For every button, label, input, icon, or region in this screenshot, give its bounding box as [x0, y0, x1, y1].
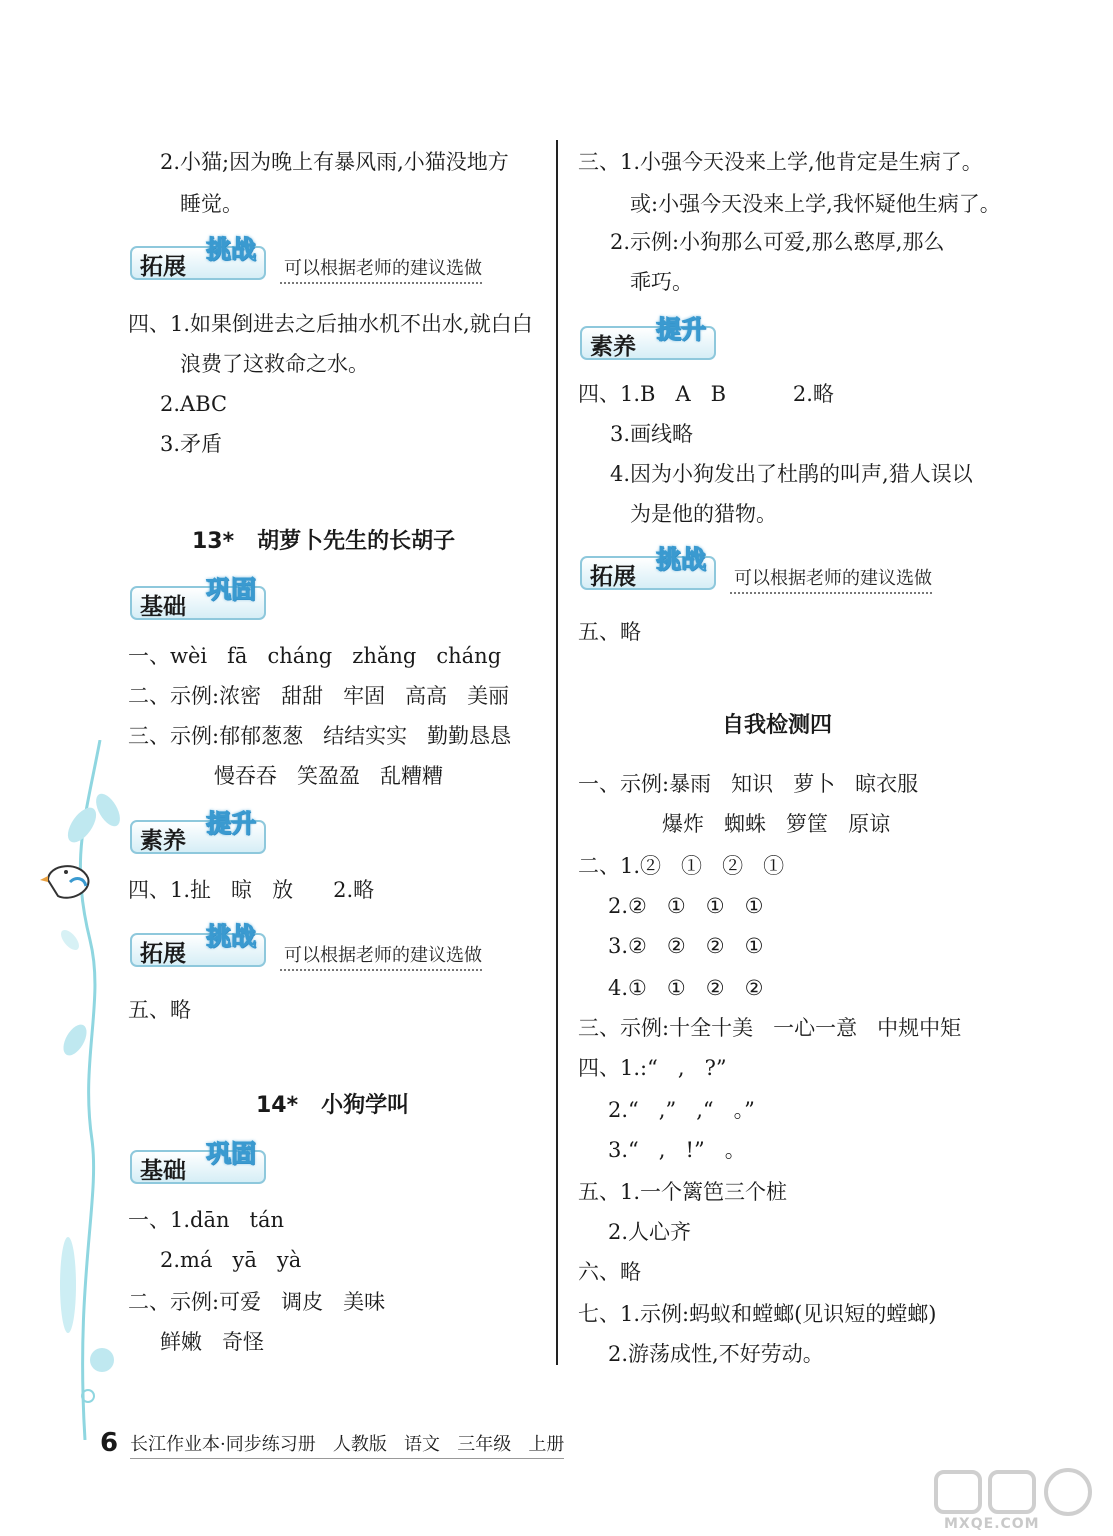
basic-consolidation-badge — [130, 575, 280, 622]
answer-line: 2.小猫;因为晚上有暴风雨,小猫没地方 — [160, 150, 509, 174]
answer-line: 为是他的猎物。 — [630, 502, 777, 526]
badge-sub-label: 挑战 — [206, 922, 257, 951]
answer-line: 浪费了这救命之水。 — [180, 352, 369, 376]
answer-line: 4.因为小狗发出了杜鹃的叫声,猎人误以 — [610, 462, 973, 486]
answer-line: 二、1.② ① ② ① — [578, 854, 785, 878]
badge-main-label: 素养 — [590, 334, 636, 360]
site-watermark — [930, 1468, 1100, 1534]
answer-line: 七、1.示例:蚂蚁和螳螂(见识短的螳螂) — [578, 1302, 937, 1326]
badge-main-label: 素养 — [140, 828, 186, 854]
badge-main-label: 拓展 — [140, 941, 186, 967]
badge-main-label: 基础 — [140, 594, 186, 620]
answer-line: 四、1.如果倒进去之后抽水机不出水,就白白 — [128, 312, 533, 336]
answer-line: 3.画线略 — [610, 422, 694, 446]
answer-line: 3.② ② ② ① — [608, 934, 764, 958]
expand-challenge-badge — [130, 922, 530, 969]
section-title: 自我检测四 — [722, 713, 833, 738]
watermark-logo-icon — [930, 1468, 1100, 1518]
badge-sub-label: 巩固 — [206, 1139, 257, 1168]
answer-line: 一、wèi fā cháng zhǎng cháng — [128, 644, 502, 668]
literacy-improvement-badge — [130, 809, 280, 856]
answer-line: 2.ABC — [160, 392, 228, 416]
page-number: 6 — [100, 1428, 119, 1458]
column-divider — [556, 140, 558, 1365]
answer-line: 二、示例:可爱 调皮 美味 — [128, 1290, 386, 1314]
expand-challenge-badge — [130, 235, 530, 282]
answer-line: 六、略 — [578, 1260, 641, 1284]
answer-line: 三、示例:十全十美 一心一意 中规中矩 — [578, 1016, 962, 1040]
answer-line: 四、1.:“ , ?” — [578, 1056, 727, 1080]
badge-main-label: 拓展 — [590, 564, 636, 590]
answer-line: 五、1.一个篱笆三个桩 — [578, 1180, 788, 1204]
answer-line: 三、1.小强今天没来上学,他肯定是生病了。 — [578, 150, 983, 174]
badge-main-label: 基础 — [140, 1158, 186, 1184]
answer-line: 四、1.扯 晾 放 2.略 — [128, 878, 375, 902]
answer-line: 慢吞吞 笑盈盈 乱糟糟 — [214, 764, 444, 788]
answer-line: 2.“ ,” ,“ 。” — [608, 1098, 755, 1122]
answer-line: 一、1.dān tán — [128, 1208, 285, 1232]
answer-line: 4.① ① ② ② — [608, 976, 764, 1000]
watermark-text: MXQE.COM — [944, 1516, 1040, 1532]
literacy-improvement-badge — [580, 315, 730, 362]
section-title: 13* 胡萝卜先生的长胡子 — [192, 529, 456, 554]
expand-challenge-badge — [580, 545, 980, 592]
bird-icon — [40, 850, 100, 910]
optional-note: 可以根据老师的建议选做 — [280, 254, 482, 284]
answer-line: 乖巧。 — [630, 270, 693, 294]
badge-sub-label: 挑战 — [656, 545, 707, 574]
optional-note: 可以根据老师的建议选做 — [280, 941, 482, 971]
answer-line: 2.② ① ① ① — [608, 894, 764, 918]
answer-line: 3.“ , !” 。 — [608, 1138, 746, 1162]
answer-line: 睡觉。 — [180, 192, 243, 216]
badge-main-label: 拓展 — [140, 254, 186, 280]
answer-line: 2.人心齐 — [608, 1220, 692, 1244]
answer-line: 2.游荡成性,不好劳动。 — [608, 1342, 824, 1366]
answer-line: 一、示例:暴雨 知识 萝卜 晾衣服 — [578, 772, 919, 796]
badge-sub-label: 挑战 — [206, 235, 257, 264]
answer-line: 鲜嫩 奇怪 — [160, 1330, 265, 1354]
answer-line: 2.示例:小狗那么可爱,那么憨厚,那么 — [610, 230, 945, 254]
answer-line: 3.矛盾 — [160, 432, 223, 456]
answer-line: 爆炸 蜘蛛 箩筐 原谅 — [662, 812, 891, 836]
section-title: 14* 小狗学叫 — [256, 1093, 410, 1118]
optional-note: 可以根据老师的建议选做 — [730, 564, 932, 594]
badge-sub-label: 巩固 — [206, 575, 257, 604]
badge-sub-label: 提升 — [656, 315, 707, 344]
badge-sub-label: 提升 — [206, 809, 257, 838]
answer-line: 五、略 — [578, 620, 641, 644]
answer-line: 或:小强今天没来上学,我怀疑他生病了。 — [630, 192, 1001, 216]
basic-consolidation-badge — [130, 1139, 280, 1186]
answer-line: 三、示例:郁郁葱葱 结结实实 勤勤恳恳 — [128, 724, 512, 748]
book-info: 长江作业本·同步练习册 人教版 语文 三年级 上册 — [130, 1430, 564, 1459]
answer-line: 二、示例:浓密 甜甜 牢固 高高 美丽 — [128, 684, 510, 708]
answer-line: 2.má yā yà — [160, 1248, 302, 1272]
decorative-vine-illustration — [30, 740, 140, 1440]
answer-line: 四、1.B A B 2.略 — [578, 382, 834, 406]
answer-line: 五、略 — [128, 998, 191, 1022]
